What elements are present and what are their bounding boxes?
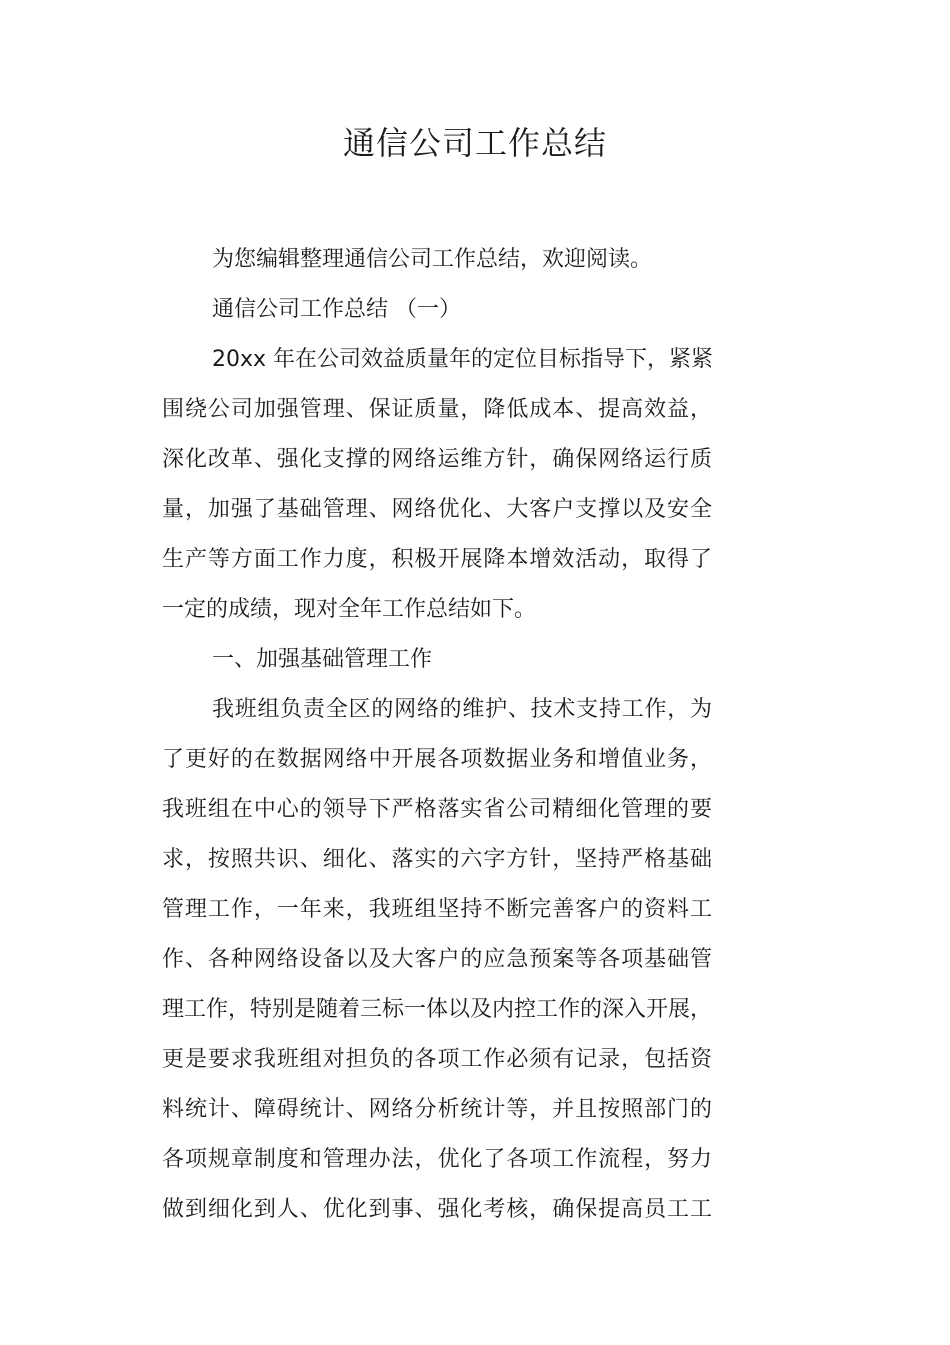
- paragraph-1-line: 量，加强了基础管理、网络优化、大客户支撑以及安全: [162, 497, 712, 522]
- document-title: 通信公司工作总结: [342, 124, 607, 162]
- paragraph-2-line: 求，按照共识、细化、落实的六字方针，坚持严格基础: [162, 847, 712, 872]
- paragraph-1-line: 深化改革、强化支撑的网络运维方针，确保网络运行质: [162, 447, 712, 472]
- subheading-1: 一、加强基础管理工作: [212, 647, 433, 672]
- paragraph-2-line: 更是要求我班组对担负的各项工作必须有记录，包括资: [162, 1047, 712, 1072]
- paragraph-2-line: 做到细化到人、优化到事、强化考核，确保提高员工工: [162, 1197, 712, 1222]
- paragraph-2-line: 管理工作，一年来，我班组坚持不断完善客户的资料工: [162, 897, 712, 922]
- paragraph-2-line: 我班组负责全区的网络的维护、技术支持工作，为: [212, 697, 712, 722]
- paragraph-2-line: 了更好的在数据网络中开展各项数据业务和增值业务，: [162, 747, 712, 772]
- paragraph-1-line: 20xx 年在公司效益质量年的定位目标指导下，紧紧: [212, 347, 714, 372]
- intro-line: 为您编辑整理通信公司工作总结，欢迎阅读。: [212, 247, 653, 272]
- paragraph-2-line: 我班组在中心的领导下严格落实省公司精细化管理的要: [162, 797, 712, 822]
- paragraph-1-line: 围绕公司加强管理、保证质量，降低成本、提高效益，: [162, 397, 712, 422]
- paragraph-2-line: 料统计、障碍统计、网络分析统计等，并且按照部门的: [162, 1097, 712, 1122]
- paragraph-1-line: 一定的成绩，现对全年工作总结如下。: [162, 597, 537, 622]
- paragraph-1-line: 生产等方面工作力度，积极开展降本增效活动，取得了: [162, 547, 712, 572]
- paragraph-2-line: 各项规章制度和管理办法，优化了各项工作流程，努力: [162, 1147, 712, 1172]
- paragraph-2-line: 理工作，特别是随着三标一体以及内控工作的深入开展，: [162, 997, 713, 1022]
- section-heading: 通信公司工作总结 （一）: [212, 297, 461, 322]
- paragraph-2-line: 作、各种网络设备以及大客户的应急预案等各项基础管: [162, 947, 712, 972]
